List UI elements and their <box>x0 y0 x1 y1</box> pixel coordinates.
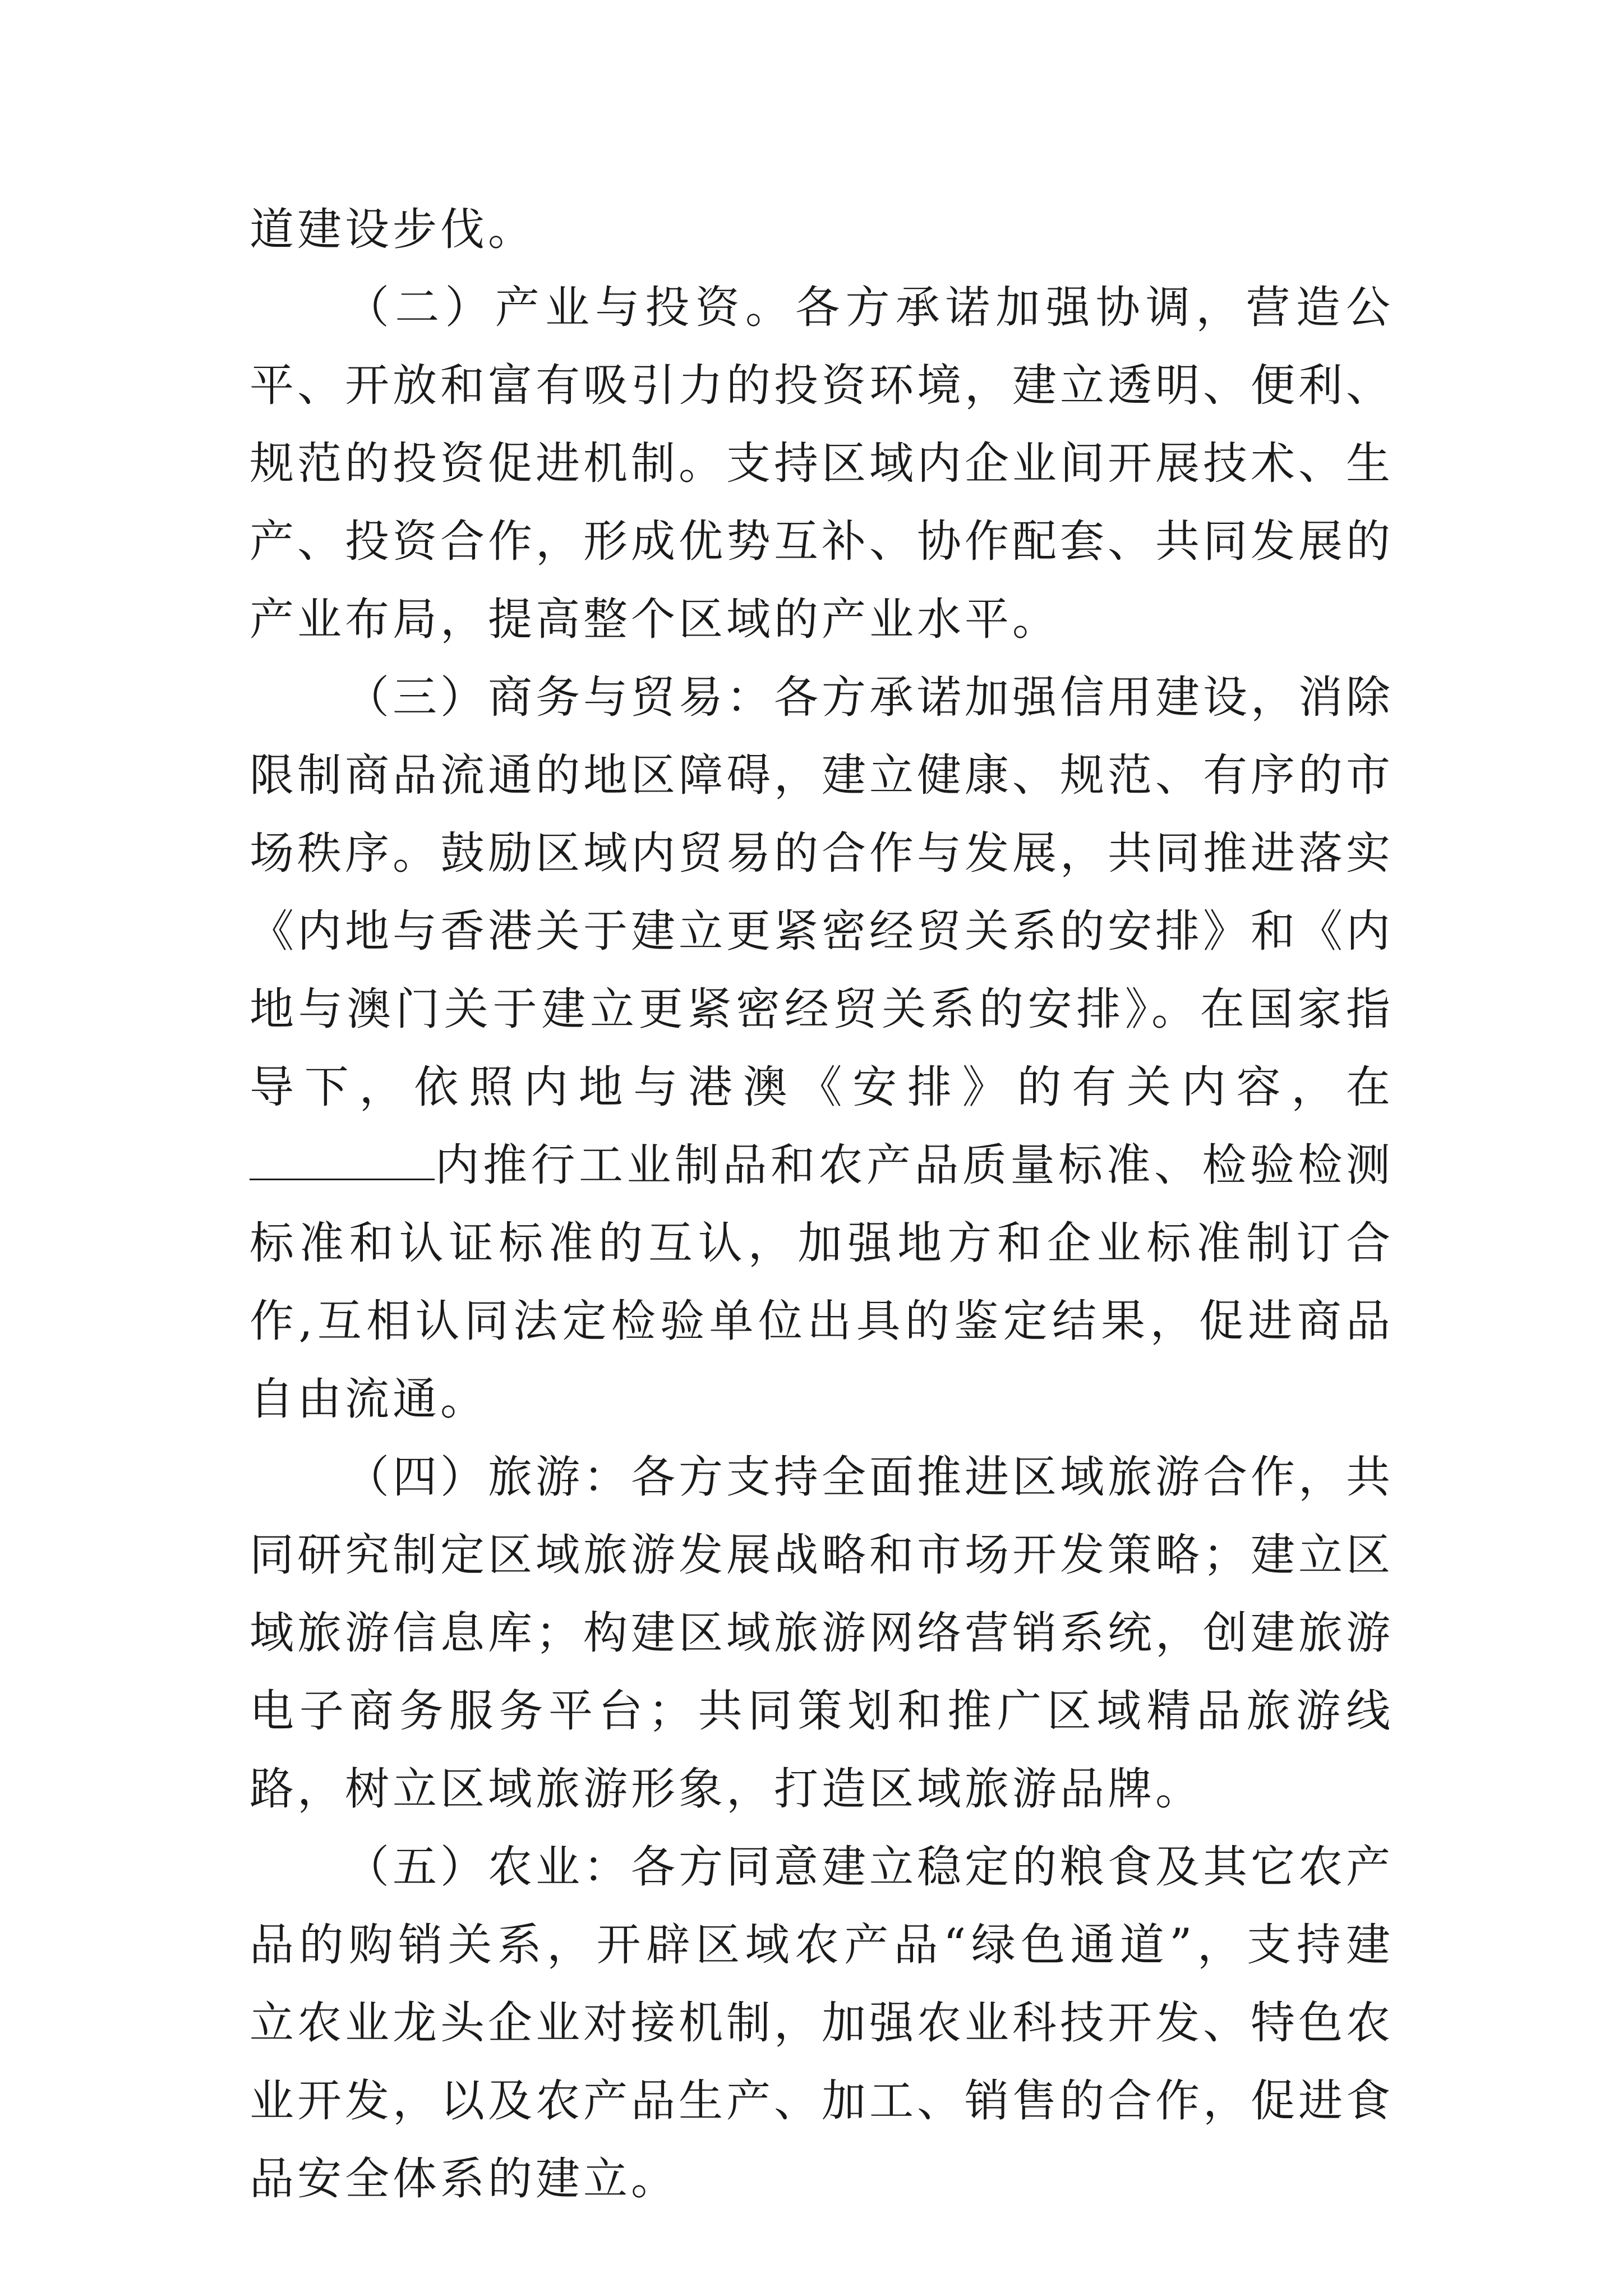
paragraph-commerce-trade-part1: （三）商务与贸易：各方承诺加强信用建设，消除限制商品流通的地区障碍，建立健康、规范、有序的市场秩序。鼓励区域内贸易的合作与发展，共同推进落实《内地与香港关于建立更紧密经贸关系的安排》和《内地与澳门关于建立更紧密经贸关系的安排》。在国家指导下，依照内地与港澳《安排》的有关内容，在 <box>250 671 1394 1113</box>
fill-in-blank <box>250 1145 435 1180</box>
document-body <box>250 191 1394 2218</box>
paragraph-tourism: （四）旅游：各方支持全面推进区域旅游合作，共同研究制定区域旅游发展战略和市场开发策略；建立区域旅游信息库；构建区域旅游网络营销系统，创建旅游电子商务服务平台；共同策划和推广区域精品旅游线路，树立区域旅游形象，打造区域旅游品牌。 <box>250 1451 1394 1815</box>
paragraph-continuation: 道建设步伐。 <box>250 204 536 255</box>
paragraph-industry-investment: （二）产业与投资。各方承诺加强协调，营造公平、开放和富有吸引力的投资环境，建立透明、便利、规范的投资促进机制。支持区域内企业间开展技术、生产、投资合作，形成优势互补、协作配套、共同发展的产业布局，提高整个区域的产业水平。 <box>250 282 1394 645</box>
paragraph-commerce-trade <box>250 659 1394 1438</box>
paragraph-commerce-trade-part2: 内推行工业制品和农产品质量标准、检验检测标准和认证标准的互认，加强地方和企业标准制订合作,互相认同法定检验单位出具的鉴定结果，促进商品自由流通。 <box>250 1139 1394 1425</box>
paragraph-agriculture: （五）农业：各方同意建立稳定的粮食及其它农产品的购销关系，开辟区域农产品“绿色通道”，支持建立农业龙头企业对接机制，加强农业科技开发、特色农业开发，以及农产品生产、加工、销售的合作，促进食品安全体系的建立。 <box>250 1841 1394 2205</box>
